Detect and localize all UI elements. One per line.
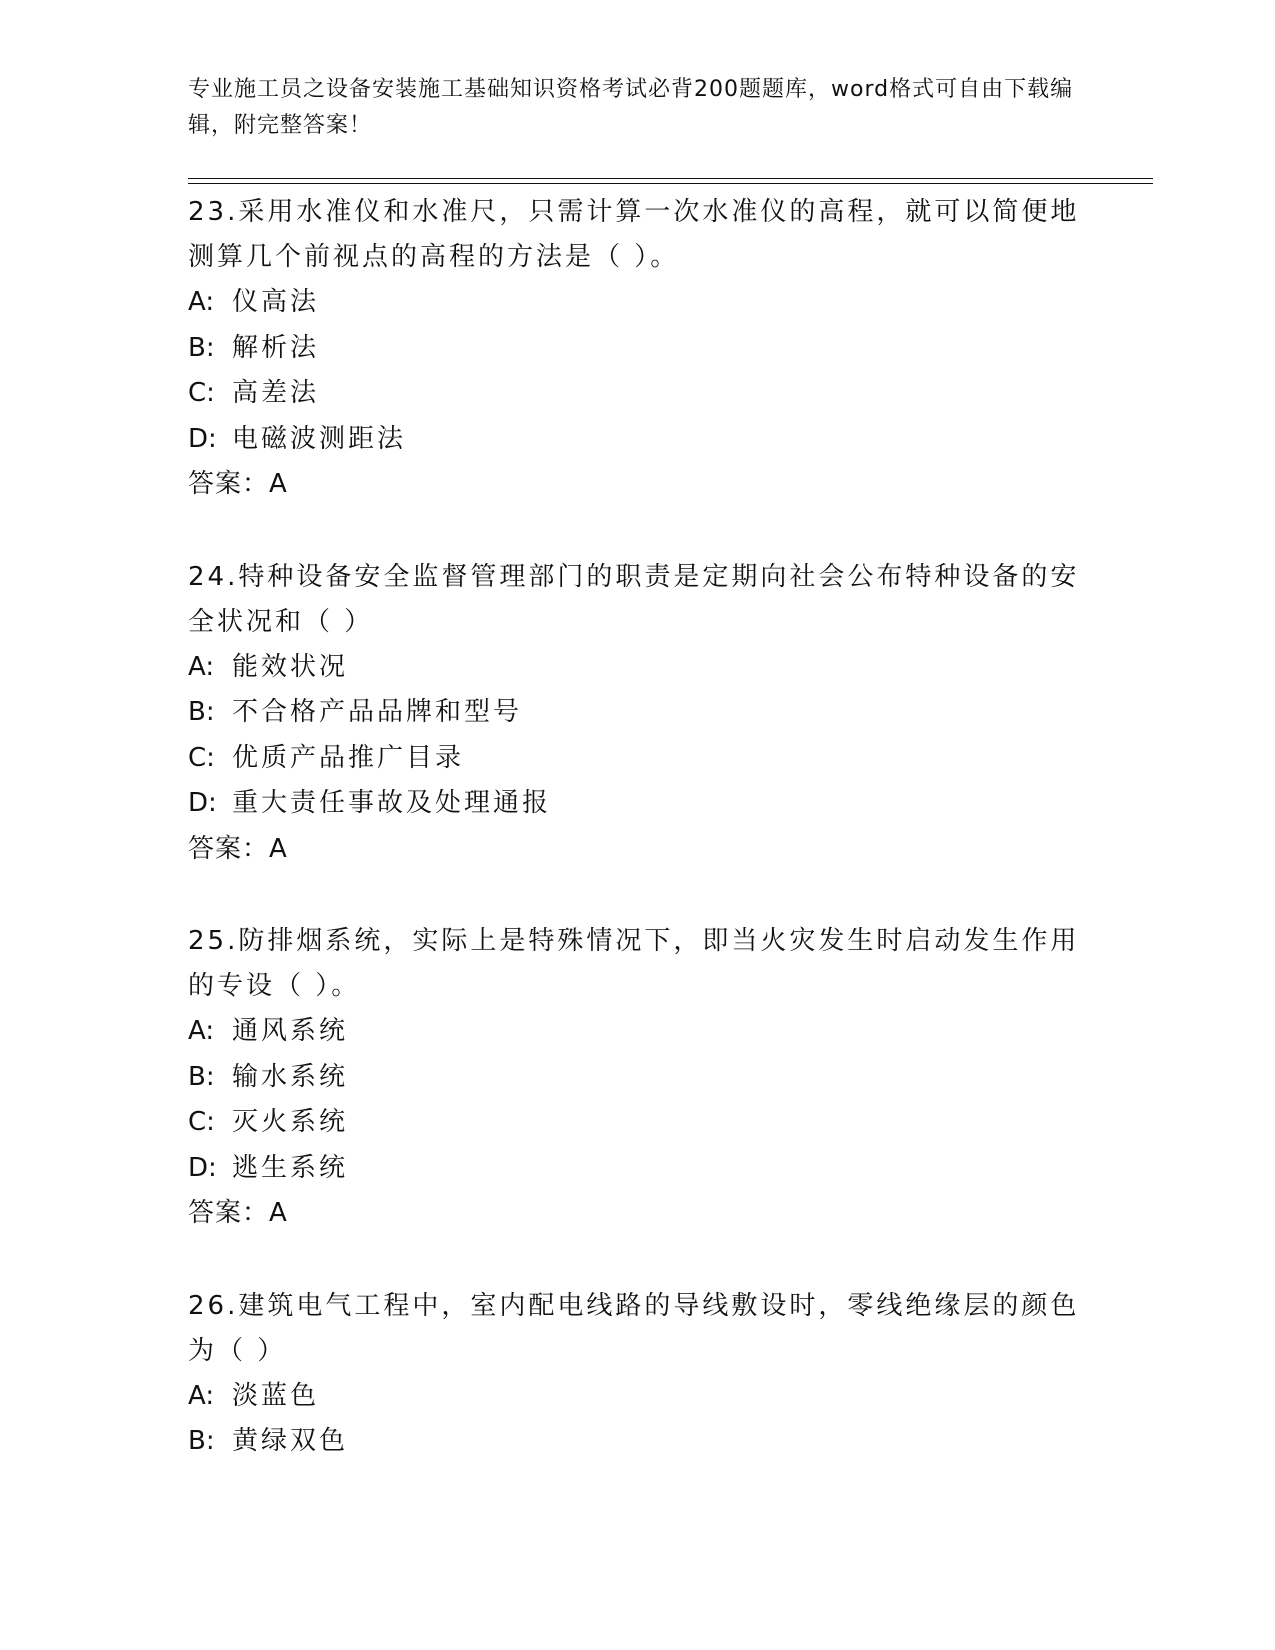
document-header: 专业施工员之设备安装施工基础知识资格考试必背200题题库，word格式可自由下载编辑，附完整答案！: [188, 77, 1074, 138]
header-rule-top: [188, 178, 1153, 179]
option-a: [188, 645, 1088, 691]
option-text: 重大责任事故及处理通报: [232, 788, 552, 818]
option-letter: D:: [188, 788, 217, 818]
option-letter: D:: [188, 1152, 217, 1183]
option-b: [188, 1055, 1088, 1101]
question-stem: 26.建筑电气工程中，室内配电线路的导线敷设时，零线绝缘层的颜色为（ ）: [188, 1290, 1080, 1366]
option-letter: D:: [188, 423, 217, 454]
option-b: [188, 690, 1088, 736]
option-a: [188, 1009, 1088, 1055]
option-b: [188, 1419, 1088, 1465]
option-letter: B:: [188, 1061, 215, 1092]
option-d: [188, 1146, 1088, 1192]
option-text: 能效状况: [232, 651, 349, 682]
answer-line: 答案：A: [188, 833, 288, 864]
question-25: [188, 919, 1088, 1237]
option-letter: A:: [188, 1380, 215, 1411]
answer-line: 答案：A: [188, 469, 288, 499]
option-letter: A:: [188, 287, 215, 317]
question-list: [188, 190, 1088, 1512]
option-letter: C:: [188, 742, 215, 773]
option-text: 优质产品推广目录: [232, 742, 465, 773]
option-d: [188, 781, 1088, 827]
answer-line: 答案：A: [188, 1198, 288, 1228]
option-text: 解析法: [232, 332, 320, 363]
header-rule-bottom: [188, 183, 1153, 184]
option-text: 淡蓝色: [232, 1380, 320, 1411]
option-text: 仪高法: [232, 287, 320, 317]
question-23: [188, 190, 1088, 508]
option-letter: B:: [188, 332, 215, 363]
option-a: [188, 280, 1088, 326]
option-text: 输水系统: [232, 1061, 349, 1092]
question-stem: 23.采用水准仪和水准尺，只需计算一次水准仪的高程，就可以简便地测算几个前视点的高程的方法是（ ）。: [188, 197, 1080, 272]
option-text: 通风系统: [232, 1016, 349, 1046]
option-letter: B:: [188, 697, 215, 727]
option-c: [188, 1100, 1088, 1146]
option-text: 逃生系统: [232, 1152, 349, 1183]
question-stem: 24.特种设备安全监督管理部门的职责是定期向社会公布特种设备的安全状况和（ ）: [188, 561, 1080, 637]
option-text: 灭火系统: [232, 1107, 349, 1137]
option-c: [188, 371, 1088, 417]
option-letter: A:: [188, 1016, 215, 1046]
option-text: 不合格产品品牌和型号: [232, 697, 523, 727]
option-text: 电磁波测距法: [232, 423, 407, 454]
question-stem: 25.防排烟系统，实际上是特殊情况下，即当火灾发生时启动发生作用的专设（ ）。: [188, 926, 1080, 1001]
option-d: [188, 417, 1088, 463]
option-c: [188, 736, 1088, 782]
option-b: [188, 326, 1088, 372]
question-26: [188, 1284, 1088, 1465]
option-letter: A:: [188, 651, 215, 682]
option-letter: C:: [188, 378, 215, 408]
question-24: [188, 555, 1088, 873]
option-letter: C:: [188, 1107, 215, 1137]
option-a: [188, 1374, 1088, 1420]
option-text: 黄绿双色: [232, 1426, 349, 1456]
option-letter: B:: [188, 1426, 215, 1456]
option-text: 高差法: [232, 378, 320, 408]
